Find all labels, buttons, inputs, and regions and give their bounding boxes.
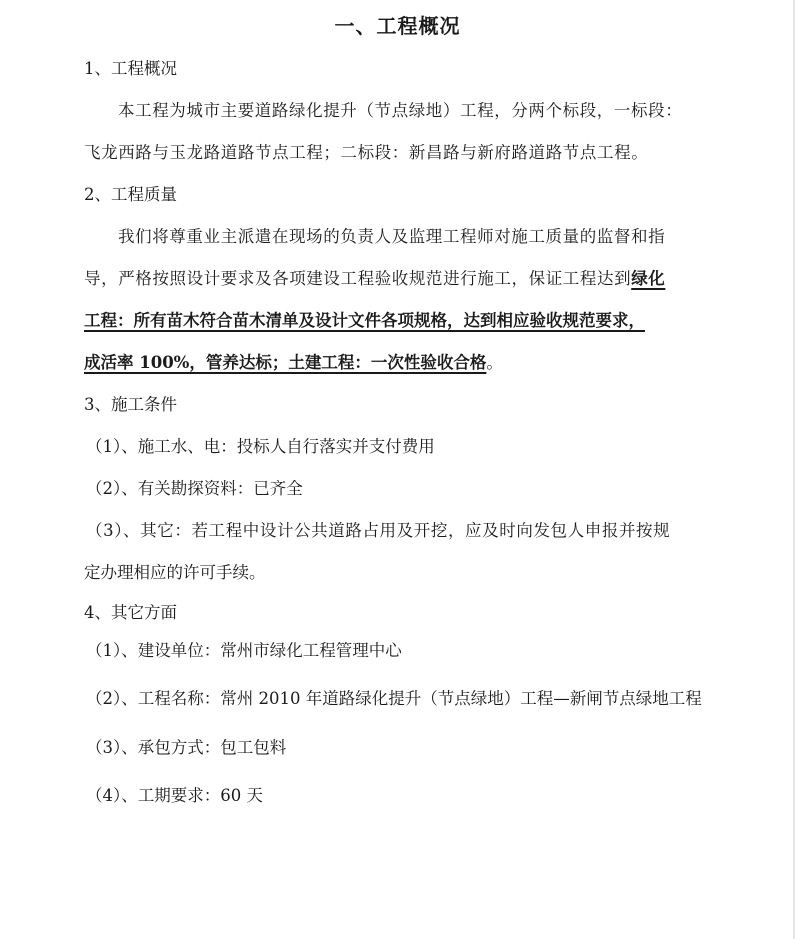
- section-1-paragraph-line-2: 飞龙西路与玉龙路道路节点工程；二标段：新昌路与新府路道路节点工程。: [84, 143, 649, 162]
- section-4-item-4: （4）、工期要求：60 天: [86, 786, 263, 805]
- section-3-item-2: （2）、有关勘探资料：已齐全: [86, 479, 303, 498]
- section-2-line-2-emphasis: 绿化: [631, 269, 666, 288]
- section-2-paragraph-line-2: [84, 268, 665, 290]
- section-1-paragraph-line-1: 本工程为城市主要道路绿化提升（节点绿地）工程，分两个标段，一标段：: [118, 101, 683, 120]
- section-2-paragraph-line-1: 我们将尊重业主派遣在现场的负责人及监理工程师对施工质量的监督和指: [118, 227, 666, 246]
- section-4-item-2: （2）、工程名称：常州 2010 年道路绿化提升（节点绿地）工程—新闸节点绿地工程: [86, 689, 702, 708]
- page-title: 一、工程概况: [334, 14, 461, 38]
- section-2-paragraph-line-4: [84, 352, 503, 374]
- section-2-heading: 2、工程质量: [84, 185, 177, 204]
- section-3-heading: 3、施工条件: [84, 395, 177, 414]
- section-1-heading: 1、工程概况: [84, 59, 177, 78]
- section-2-line-4-period: 。: [486, 353, 503, 372]
- section-2-line-2-text: 导，严格按照设计要求及各项建设工程验收规范进行施工，保证工程达到: [84, 269, 632, 288]
- section-2-line-3-emphasis: 工程：所有苗木符合苗木清单及设计文件各项规格，达到相应验收规范要求，: [84, 311, 645, 330]
- section-4-item-3: （3）、承包方式：包工包料: [86, 738, 287, 757]
- section-4-heading: 4、其它方面: [84, 603, 177, 622]
- section-3-item-3-line-2: 定办理相应的许可手续。: [84, 563, 266, 582]
- section-4-item-1: （1）、建设单位：常州市绿化工程管理中心: [86, 641, 402, 660]
- section-3-item-1: （1）、施工水、电：投标人自行落实并支付费用: [86, 437, 435, 456]
- section-3-item-3-line-1: （3）、其它：若工程中设计公共道路占用及开挖，应及时向发包人申报并按规: [86, 521, 671, 540]
- section-2-line-4-emphasis: 成活率 100%，管养达标；土建工程：一次性验收合格: [84, 353, 487, 372]
- section-2-paragraph-line-3: [84, 310, 645, 332]
